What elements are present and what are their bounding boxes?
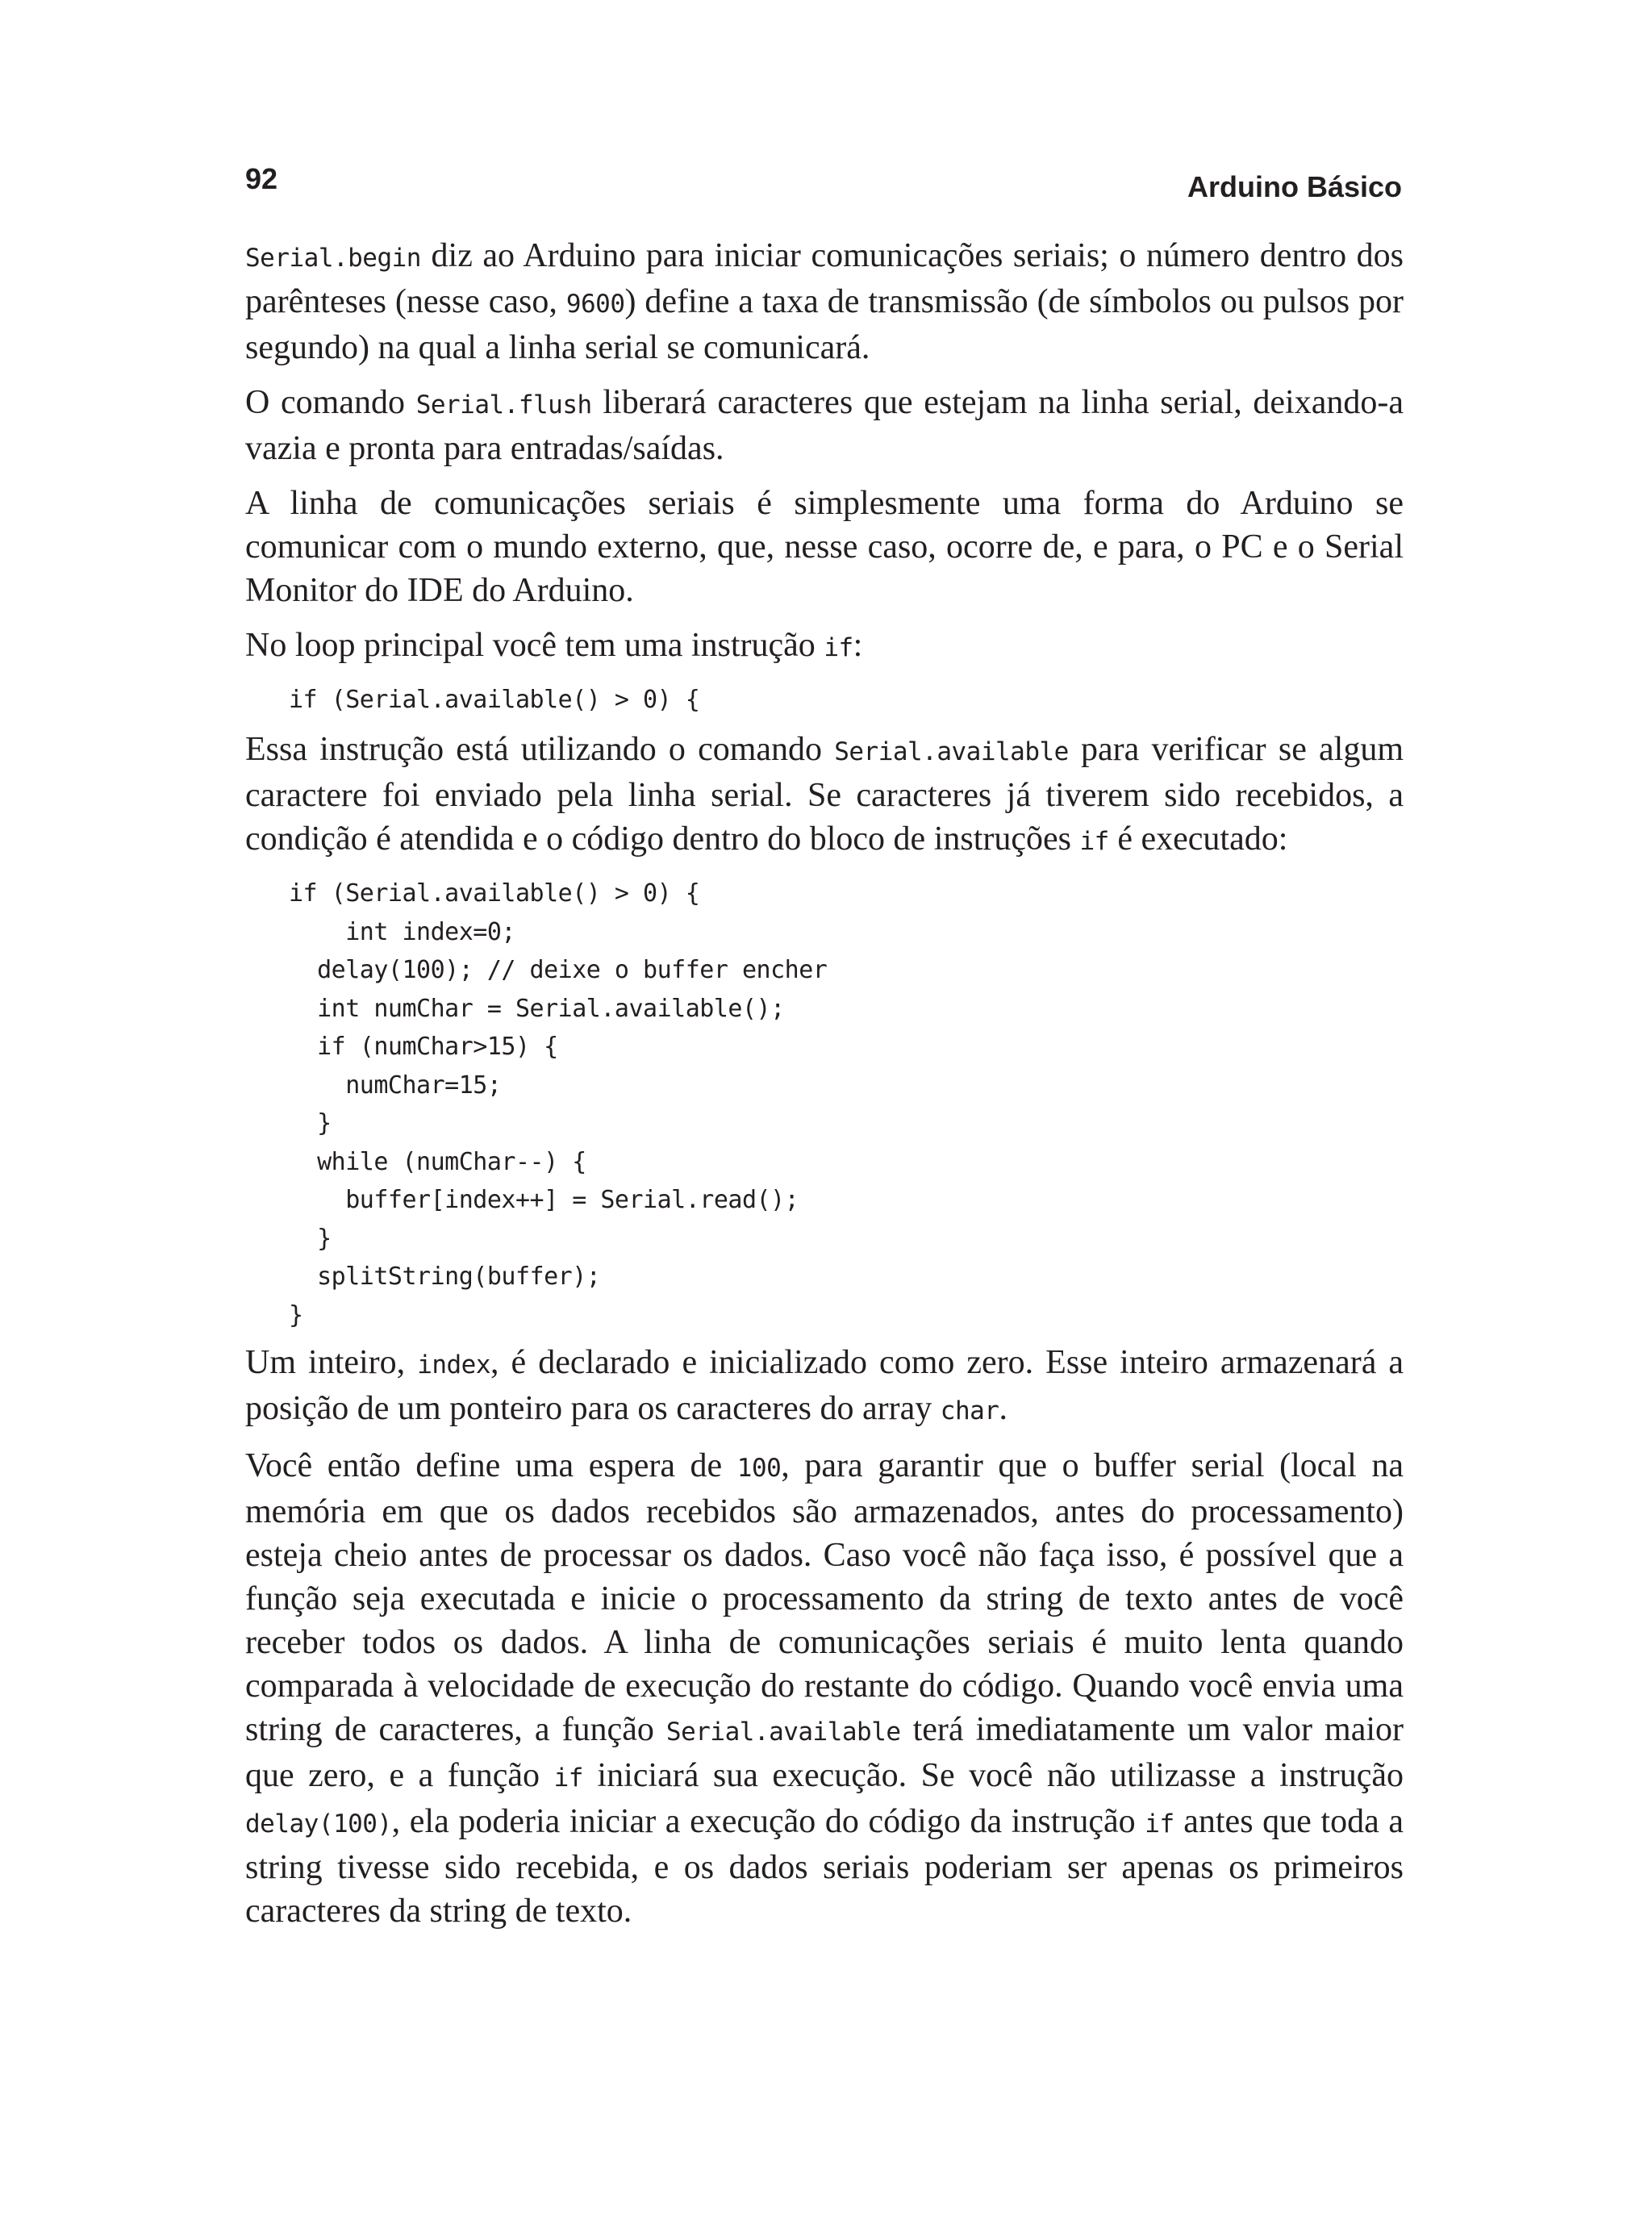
code-listing bbox=[289, 874, 1404, 1334]
inline-code: delay(100) bbox=[245, 1809, 392, 1839]
paragraph-text: , para garantir que o buffer serial (local na memória em que os dados recebidos são armazenados, antes do processamento) esteja cheio antes de processar os dados. Caso você não faça isso, é possível que a função seja executada e inicie o processamento da string de texto antes de você receber todos os dados. A linha de comunicações seriais é muito lenta quando comparada à velocidade de execução do restante do código. Quando você envia uma string de caracteres, a função bbox=[245, 1447, 1404, 1748]
inline-code: Serial.begin bbox=[245, 244, 421, 273]
code-line: } bbox=[289, 1109, 332, 1137]
code-line: numChar=15; bbox=[289, 1071, 502, 1100]
paragraph-text: A linha de comunicações seriais é simplesmente uma forma do Arduino se comunicar com o mundo externo, que, nesse caso, ocorre de, e para, o PC e o Serial Monitor do IDE do Arduino. bbox=[245, 485, 1404, 609]
paragraph-serial-begin bbox=[245, 234, 1404, 369]
paragraph-text: liberará caracteres que estejam na linha serial, deixando-a vazia e pronta para entradas/saídas. bbox=[245, 384, 1404, 467]
code-line: delay(100); // deixe o buffer encher bbox=[289, 956, 828, 984]
code-line: } bbox=[289, 1224, 332, 1253]
paragraph-text: , ela poderia iniciar a execução do código da instrução bbox=[391, 1803, 1145, 1840]
code-line: int numChar = Serial.available(); bbox=[289, 994, 785, 1023]
paragraph-text: diz ao Arduino para iniciar comunicações seriais; o número dentro dos parênteses (nesse caso, bbox=[245, 237, 1404, 320]
inline-code: if bbox=[1079, 827, 1109, 856]
code-line: while (numChar--) { bbox=[289, 1147, 586, 1176]
code-line: splitString(buffer); bbox=[289, 1263, 601, 1291]
paragraph-text: : bbox=[853, 627, 863, 664]
code-line: if (Serial.available() > 0) { bbox=[289, 879, 700, 908]
inline-code: Serial.available bbox=[834, 737, 1069, 766]
inline-code: 100 bbox=[736, 1454, 782, 1483]
page-body bbox=[245, 234, 1404, 1944]
paragraph-text: ) define a taxa de transmissão (de símbolos ou pulsos por segundo) na qual a linha serial se comunicará. bbox=[245, 283, 1404, 366]
paragraph-text: O comando bbox=[245, 384, 416, 421]
paragraph-serial-available bbox=[245, 728, 1404, 863]
inline-code: char bbox=[940, 1396, 999, 1425]
inline-code: 9600 bbox=[565, 290, 625, 319]
paragraph-text: No loop principal você tem uma instrução bbox=[245, 627, 824, 664]
paragraph-delay bbox=[245, 1444, 1404, 1933]
inline-code: index bbox=[417, 1350, 491, 1379]
code-line: if (numChar>15) { bbox=[289, 1033, 558, 1061]
inline-code: if bbox=[1145, 1809, 1174, 1839]
paragraph-index bbox=[245, 1341, 1404, 1433]
paragraph-text: terá imediatamente um valor maior que zero, e a função bbox=[245, 1711, 1404, 1794]
code-snippet: if (Serial.available() > 0) { bbox=[289, 686, 700, 714]
paragraph-text: Você então define uma espera de bbox=[245, 1447, 737, 1484]
code-line: } bbox=[289, 1300, 303, 1329]
inline-code: Serial.flush bbox=[415, 390, 592, 419]
inline-code: if bbox=[553, 1763, 583, 1793]
paragraph-text: é executado: bbox=[1108, 820, 1288, 858]
paragraph-text: antes que toda a string tivesse sido recebida, e os dados seriais poderiam ser apenas os primeiros caracteres da string de texto. bbox=[245, 1803, 1404, 1930]
paragraph-main-loop bbox=[245, 624, 1404, 670]
page-number: 92 bbox=[245, 162, 278, 195]
paragraph-text: , é declarado e inicializado como zero. Esse inteiro armazenará a posição de um ponteiro para os caracteres do array bbox=[245, 1344, 1404, 1427]
paragraph-serial-line bbox=[245, 482, 1404, 612]
inline-code: if bbox=[824, 633, 853, 662]
paragraph-text: iniciará sua execução. Se você não utilizasse a instrução bbox=[582, 1757, 1404, 1794]
paragraph-serial-flush bbox=[245, 381, 1404, 470]
paragraph-text: Um inteiro, bbox=[245, 1344, 418, 1381]
paragraph-text: Essa instrução está utilizando o comando bbox=[245, 731, 835, 768]
paragraph-text: para verificar se algum caractere foi enviado pela linha serial. Se caracteres já tiverem sido recebidos, a condição é atendida e o código dentro do bloco de instruções bbox=[245, 731, 1404, 858]
running-head: Arduino Básico bbox=[1187, 170, 1402, 203]
code-line: int index=0; bbox=[289, 917, 515, 946]
code-line: buffer[index++] = Serial.read(); bbox=[289, 1186, 799, 1214]
paragraph-text: . bbox=[999, 1390, 1007, 1427]
inline-code: Serial.available bbox=[665, 1718, 901, 1747]
